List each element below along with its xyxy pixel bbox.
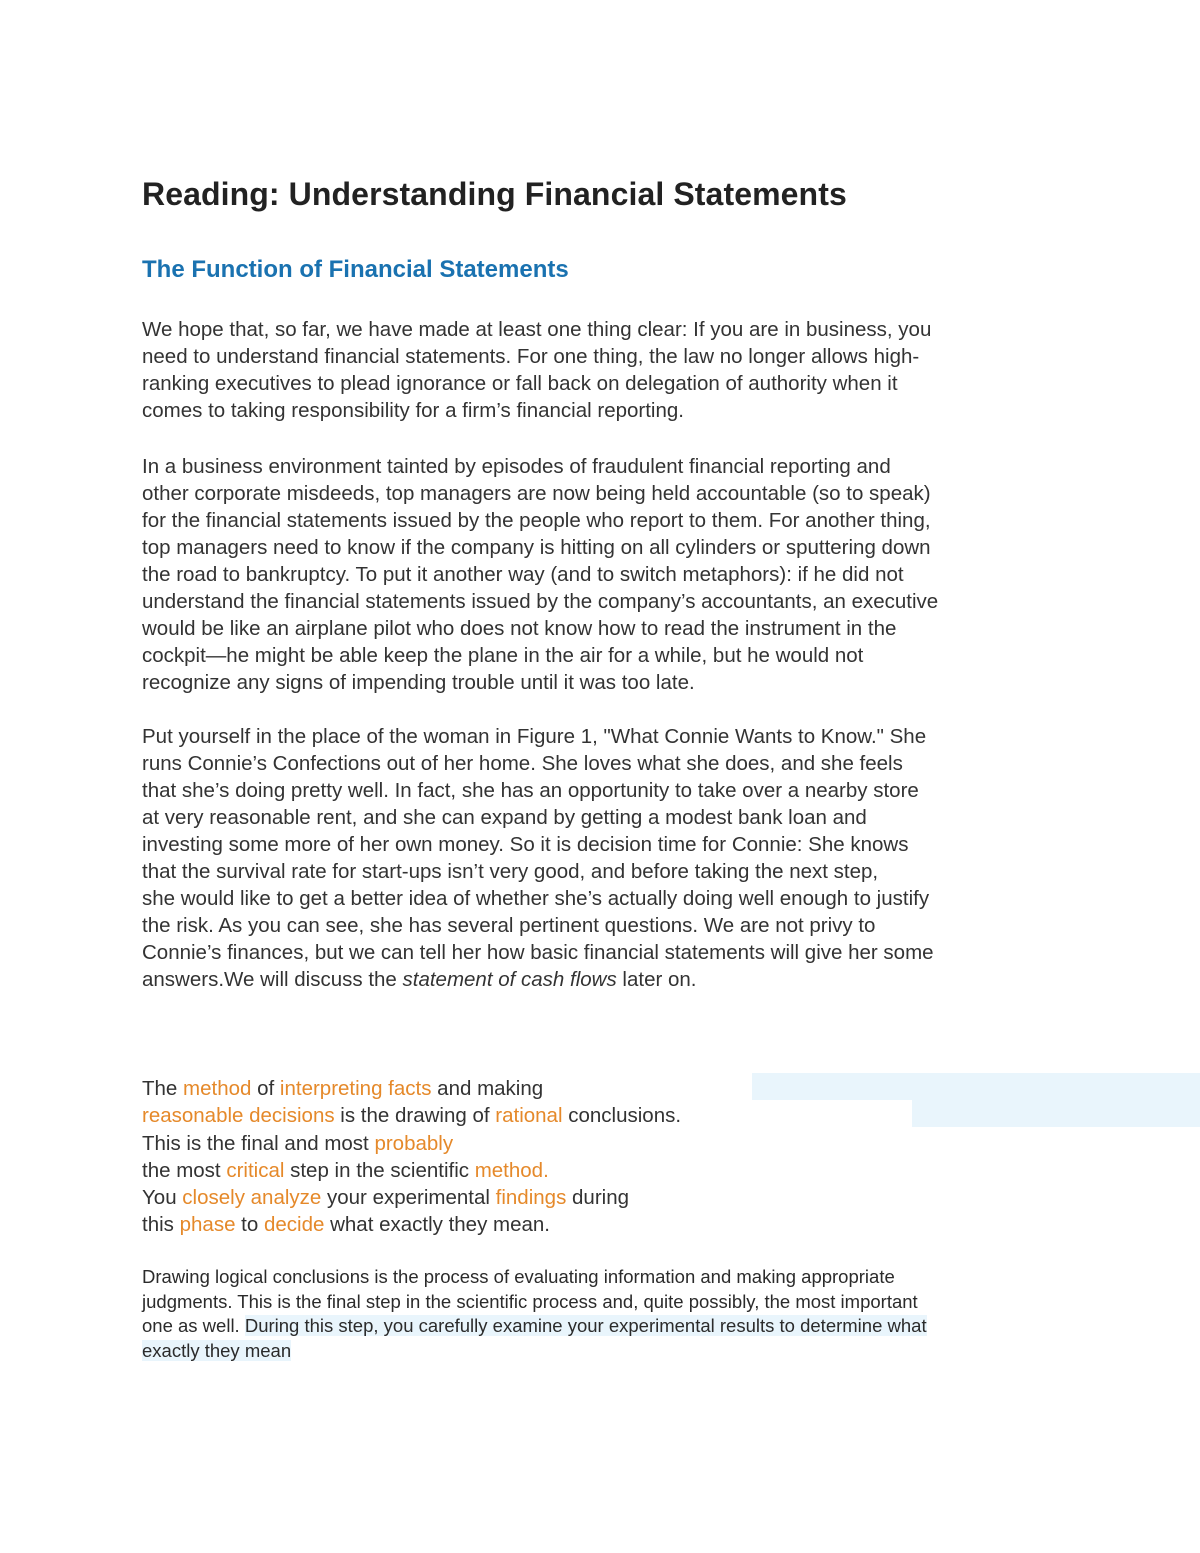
text-line: runs Connie’s Confections out of her home. She loves what she does, and she feels xyxy=(142,752,903,775)
keyword: method xyxy=(183,1077,252,1100)
text-run: step in the scientific xyxy=(284,1158,475,1182)
text-line: recognize any signs of impending trouble until it was too late. xyxy=(142,671,695,694)
paragraph-5 xyxy=(142,1265,927,1363)
text-line: cockpit—he might be able keep the plane in the air for a while, but he would not xyxy=(142,644,864,667)
paragraph-2 xyxy=(142,453,938,696)
keyword: critical xyxy=(226,1158,285,1182)
text-run: and making xyxy=(431,1077,544,1100)
text-line: Connie’s finances, but we can tell her how basic financial statements will give her some xyxy=(142,941,934,964)
keyword: rational xyxy=(495,1104,563,1128)
text-line: would be like an airplane pilot who does not know how to read the instrument in the xyxy=(142,617,897,640)
text-run: your experimental xyxy=(321,1186,496,1210)
paraphrase-block xyxy=(142,1075,681,1239)
text-line: top managers need to know if the company is hitting on all cylinders or sputtering down xyxy=(142,536,931,559)
text-line: the road to bankruptcy. To put it another way (and to switch metaphors): if he did not xyxy=(142,563,904,586)
text-line: Put yourself in the place of the woman in Figure 1, "What Connie Wants to Know." She xyxy=(142,725,927,748)
text-run: to xyxy=(235,1213,264,1237)
text-line: ranking executives to plead ignorance or fall back on delegation of authority when it xyxy=(142,372,898,395)
text-run: this xyxy=(142,1213,180,1237)
text-line xyxy=(142,1075,681,1102)
italic-term: statement of cash flows xyxy=(402,968,617,991)
text-line: the risk. As you can see, she has several pertinent questions. We are not privy to xyxy=(142,914,876,937)
document-title: Reading: Understanding Financial Statements xyxy=(142,176,847,212)
section-heading: The Function of Financial Statements xyxy=(142,256,569,283)
keyword: probably xyxy=(374,1131,454,1155)
text-line: understand the financial statements issued by the company’s accountants, an executive xyxy=(142,590,939,613)
text-run: You xyxy=(142,1186,183,1210)
text-line: We hope that, so far, we have made at least one thing clear: If you are in business, you xyxy=(142,318,932,341)
text-run: answers.We will discuss the xyxy=(142,968,403,991)
keyword: phase xyxy=(179,1213,236,1237)
keyword: closely analyze xyxy=(182,1186,322,1210)
text-run: The xyxy=(142,1077,184,1100)
text-run: later on. xyxy=(616,968,697,991)
text-run: conclusions. xyxy=(562,1104,682,1128)
keyword: interpreting facts xyxy=(279,1077,432,1100)
highlight-box xyxy=(752,1073,1200,1100)
text-line xyxy=(142,966,934,993)
text-line xyxy=(142,1184,681,1211)
text-run: This is the final and most xyxy=(142,1131,375,1155)
paragraph-1 xyxy=(142,316,931,424)
text-run: during xyxy=(566,1186,630,1210)
text-run: of xyxy=(251,1077,280,1100)
keyword: method. xyxy=(474,1158,549,1182)
text-run: the most xyxy=(142,1158,227,1182)
text-line xyxy=(142,1102,681,1129)
highlighted-text: During this step, you carefully examine your experimental results to determine what xyxy=(244,1315,927,1336)
text-line: In a business environment tainted by episodes of fraudulent financial reporting and xyxy=(142,455,891,478)
text-line xyxy=(142,1314,927,1339)
text-run: one as well. xyxy=(142,1315,245,1336)
text-line: at very reasonable rent, and she can expand by getting a modest bank loan and xyxy=(142,806,867,829)
text-run: is the drawing of xyxy=(334,1104,496,1128)
highlighted-text: exactly they mean xyxy=(142,1339,292,1361)
text-line xyxy=(142,1157,681,1184)
text-line xyxy=(142,1211,681,1238)
text-line xyxy=(142,1339,927,1364)
text-line: for the financial statements issued by the people who report to them. For another thing, xyxy=(142,509,931,532)
highlight-box xyxy=(912,1100,1200,1127)
keyword: findings xyxy=(495,1186,567,1210)
text-line: she would like to get a better idea of whether she’s actually doing well enough to justify xyxy=(142,887,930,910)
text-line: investing some more of her own money. So it is decision time for Connie: She knows xyxy=(142,833,909,856)
text-line: other corporate misdeeds, top managers are now being held accountable (so to speak) xyxy=(142,482,931,505)
keyword: reasonable decisions xyxy=(142,1104,335,1128)
text-line: that the survival rate for start-ups isn’t very good, and before taking the next step, xyxy=(142,860,879,883)
text-line: Drawing logical conclusions is the process of evaluating information and making appropriate xyxy=(142,1266,895,1287)
text-run: what exactly they mean. xyxy=(324,1213,551,1237)
paragraph-3 xyxy=(142,723,934,993)
text-line: need to understand financial statements. For one thing, the law no longer allows high- xyxy=(142,345,920,368)
keyword: decide xyxy=(263,1213,325,1237)
text-line: comes to taking responsibility for a firm’s financial reporting. xyxy=(142,399,684,422)
text-line: judgments. This is the final step in the scientific process and, quite possibly, the most important xyxy=(142,1290,918,1312)
text-line: that she’s doing pretty well. In fact, she has an opportunity to take over a nearby store xyxy=(142,779,919,802)
text-line xyxy=(142,1130,681,1157)
